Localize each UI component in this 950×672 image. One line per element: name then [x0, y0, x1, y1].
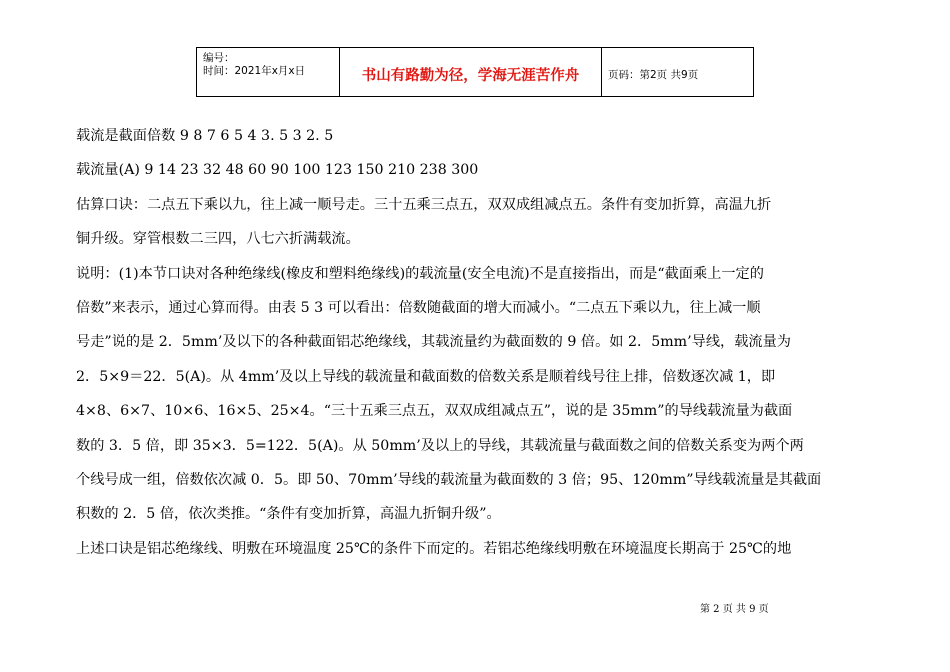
- number-label: 编号：: [203, 52, 235, 64]
- time-label: 时间：2021年x月x日: [203, 65, 306, 77]
- body-line: 上述口诀是铝芯绝缘线、明敷在环境温度 25℃的条件下而定的。若铝芯绝缘线明敷在环境温度长期高于 25℃的地: [76, 540, 792, 557]
- header-motto: 书山有路勤为径，学海无涯苦作舟: [340, 48, 602, 96]
- header-page-info: 页码：第2页 共9页: [608, 68, 699, 81]
- body-line: 估算口诀：二点五下乘以九，往上减一顺号走。三十五乘三点五，双双成组减点五。条件有变加折算，高温九折: [76, 196, 772, 213]
- body-line: 积数的 2．5 倍，依次类推。“条件有变加折算，高温九折铜升级”。: [76, 506, 501, 523]
- document-header: [196, 47, 754, 97]
- body-line: 说明：(1)本节口诀对各种绝缘线(橡皮和塑料绝缘线)的载流量(安全电流)不是直接指出，而是“截面乘上一定的: [76, 265, 764, 282]
- body-line: 载流量(A) 9 14 23 32 48 60 90 100 123 150 210 238 300: [76, 162, 479, 179]
- document-body: [76, 119, 884, 566]
- page-footer: 第 2 页 共 9 页: [700, 604, 769, 615]
- header-meta-cell: [197, 48, 340, 96]
- body-line: 号走”说的是 2．5mm’及以下的各种截面铝芯绝缘线，其载流量约为截面数的 9 倍。如 2．5mm’导线，载流量为: [76, 334, 791, 351]
- body-line: 4×8、6×7、10×6、16×5、25×4。“三十五乘三点五，双双成组减点五”，说的是 35mm”的导线载流量为截面: [76, 403, 793, 420]
- body-line: 2．5×9＝22．5(A)。从 4mm’及以上导线的载流量和截面数的倍数关系是顺着线号往上排，倍数逐次减 1，即: [76, 368, 776, 385]
- body-line: 载流是截面倍数 9 8 7 6 5 4 3. 5 3 2. 5: [76, 128, 334, 144]
- body-line: 铜升级。穿管根数二三四，八七六折满载流。: [76, 231, 360, 248]
- body-line: 个线号成一组，倍数依次减 0．5。即 50、70mm’导线的载流量为截面数的 3 倍；95、120mm”导线载流量是其截面: [76, 472, 822, 489]
- body-line: 数的 3．5 倍，即 35×3．5=122．5(A)。从 50mm’及以上的导线，其载流量与截面数之间的倍数关系变为两个两: [76, 437, 804, 454]
- body-line: 倍数”来表示，通过心算而得。由表 5 3 可以看出：倍数随截面的增大而减小。“二点五下乘以九，往上减一顺: [76, 300, 761, 317]
